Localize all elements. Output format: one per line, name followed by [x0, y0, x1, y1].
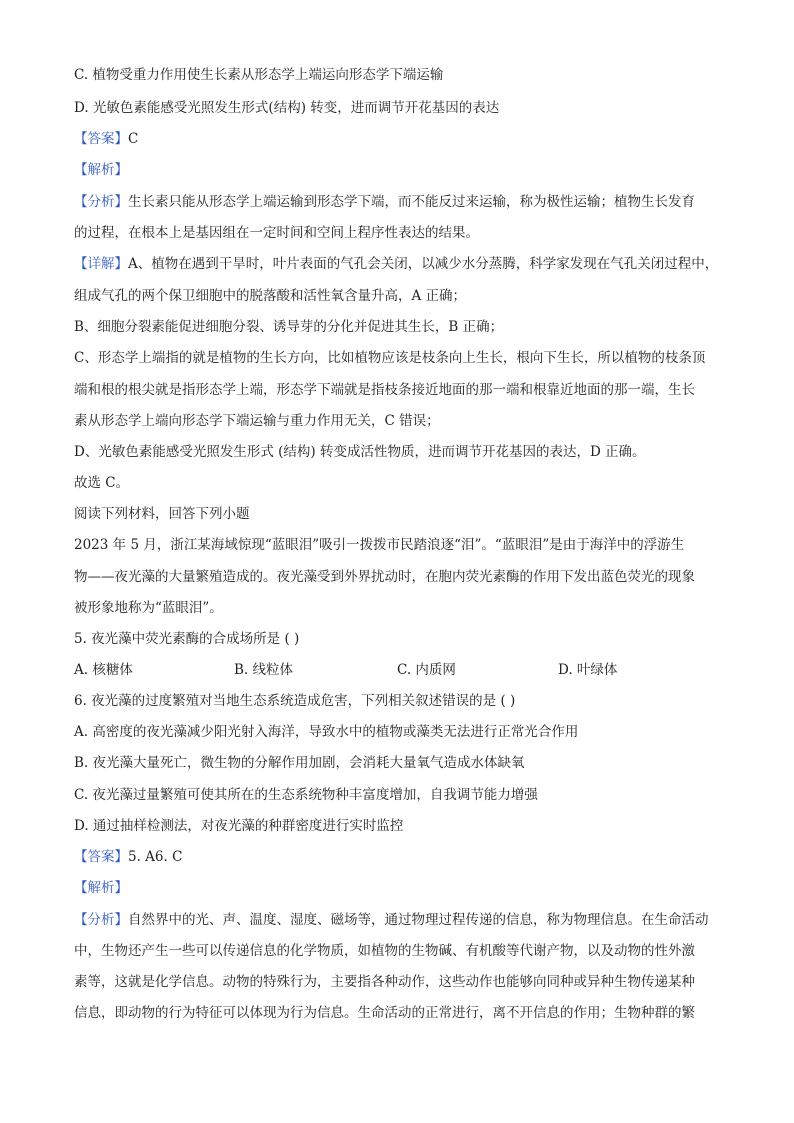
- xiangjie-text: A、植物在遇到干旱时，叶片表面的气孔会关闭，以减少水分蒸腾，科学家发现在气孔关闭过程中，: [128, 256, 719, 272]
- answer-tag: 【答案】: [74, 131, 128, 147]
- material-line: 被形象地称为“蓝眼泪”。: [74, 600, 223, 616]
- answer-value: 5. A6. C: [128, 849, 183, 865]
- paragraph-line: 素等，这就是化学信息。动物的特殊行为，主要指各种动作，这些动作也能够向同种或异种生物传递某种: [74, 974, 695, 990]
- q6-option-c: C. 夜光藻过量繁殖可使其所在的生态系统物种丰富度增加，自我调节能力增强: [74, 787, 538, 803]
- paragraph-line: C、形态学上端指的就是植物的生长方向，比如植物应该是枝条向上生长，根向下生长，所以植物的枝条顶: [74, 350, 706, 366]
- paragraph-line: D、光敏色素能感受光照发生形式 (结构) 转变成活性物质，进而调节开花基因的表达，D 正确。: [74, 444, 646, 460]
- paragraph-line: B、细胞分裂素能促进细胞分裂、诱导芽的分化并促进其生长，B 正确；: [74, 319, 504, 335]
- paragraph-line: 中，生物还产生一些可以传递信息的化学物质，如植物的生物碱、有机酸等代谢产物，以及动物的性外激: [74, 943, 695, 959]
- fenxi-text: 自然界中的光、声、温度、湿度、磁场等，通过物理过程传递的信息，称为物理信息。在生命活动: [128, 912, 709, 928]
- answer-line: [74, 848, 182, 866]
- fenxi-tag: 【分析】: [74, 194, 128, 210]
- paragraph-line: 素从形态学上端向形态学下端运输与重力作用无关，C 错误；: [74, 413, 440, 429]
- paragraph-line: 信息，即动物的行为特征可以体现为行为信息。生命活动的正常进行，离不开信息的作用；生物种群的繁: [74, 1005, 695, 1021]
- question-6: 6. 夜光藻的过度繁殖对当地生态系统造成危害，下列相关叙述错误的是 ( ): [74, 693, 516, 709]
- paragraph-line: 故选 C。: [74, 475, 130, 491]
- answer-line: [74, 130, 138, 148]
- q6-option-d: D. 通过抽样检测法，对夜光藻的种群密度进行实时监控: [74, 818, 404, 834]
- analysis-heading: [74, 879, 128, 897]
- option-d-line: D. 光敏色素能感受光照发生形式(结构) 转变，进而调节开花基因的表达: [74, 100, 500, 116]
- q5-option-c: C. 内质网: [397, 662, 456, 678]
- paragraph-line: 的过程，在根本上是基因组在一定时间和空间上程序性表达的结果。: [74, 225, 479, 241]
- paragraph-line: 端和根的根尖就是指形态学上端，形态学下端就是指枝条接近地面的那一端和根靠近地面的那一端，生长: [74, 382, 695, 398]
- q6-option-a: A. 高密度的夜光藻减少阳光射入海洋，导致水中的植物或藻类无法进行正常光合作用: [74, 724, 579, 740]
- detail-line: [74, 255, 718, 273]
- q5-option-a: A. 核糖体: [74, 662, 133, 678]
- analysis-line: [74, 911, 709, 929]
- xiangjie-tag: 【详解】: [74, 256, 128, 272]
- option-c-line: C. 植物受重力作用使生长素从形态学上端运向形态学下端运输: [74, 67, 444, 83]
- material-line: 物——夜光藻的大量繁殖造成的。夜光藻受到外界扰动时，在胞内荧光素酶的作用下发出蓝色荧光的现象: [74, 569, 695, 585]
- material-line: 2023 年 5 月，浙江某海域惊现“蓝眼泪”吸引一拨拨市民踏浪逐“泪”。“蓝眼泪”是由于海洋中的浮游生: [74, 537, 685, 553]
- question-5: 5. 夜光藻中荧光素酶的合成场所是 ( ): [74, 631, 300, 647]
- analysis-heading: [74, 161, 128, 179]
- analysis-line: [74, 193, 695, 211]
- fenxi-tag: 【分析】: [74, 912, 128, 928]
- fenxi-text: 生长素只能从形态学上端运输到形态学下端，而不能反过来运输，称为极性运输；植物生长发育: [128, 194, 695, 210]
- reading-instruction: 阅读下列材料，回答下列小题: [74, 506, 250, 522]
- paragraph-line: 组成气孔的两个保卫细胞中的脱落酸和活性氧含量升高，A 正确；: [74, 288, 467, 304]
- q5-option-b: B. 线粒体: [234, 662, 294, 678]
- analysis-tag: 【解析】: [74, 880, 128, 896]
- answer-value: C: [128, 131, 139, 147]
- q6-option-b: B. 夜光藻大量死亡，微生物的分解作用加剧，会消耗大量氧气造成水体缺氧: [74, 755, 525, 771]
- q5-option-d: D. 叶绿体: [558, 662, 618, 678]
- answer-tag: 【答案】: [74, 849, 128, 865]
- analysis-tag: 【解析】: [74, 162, 128, 178]
